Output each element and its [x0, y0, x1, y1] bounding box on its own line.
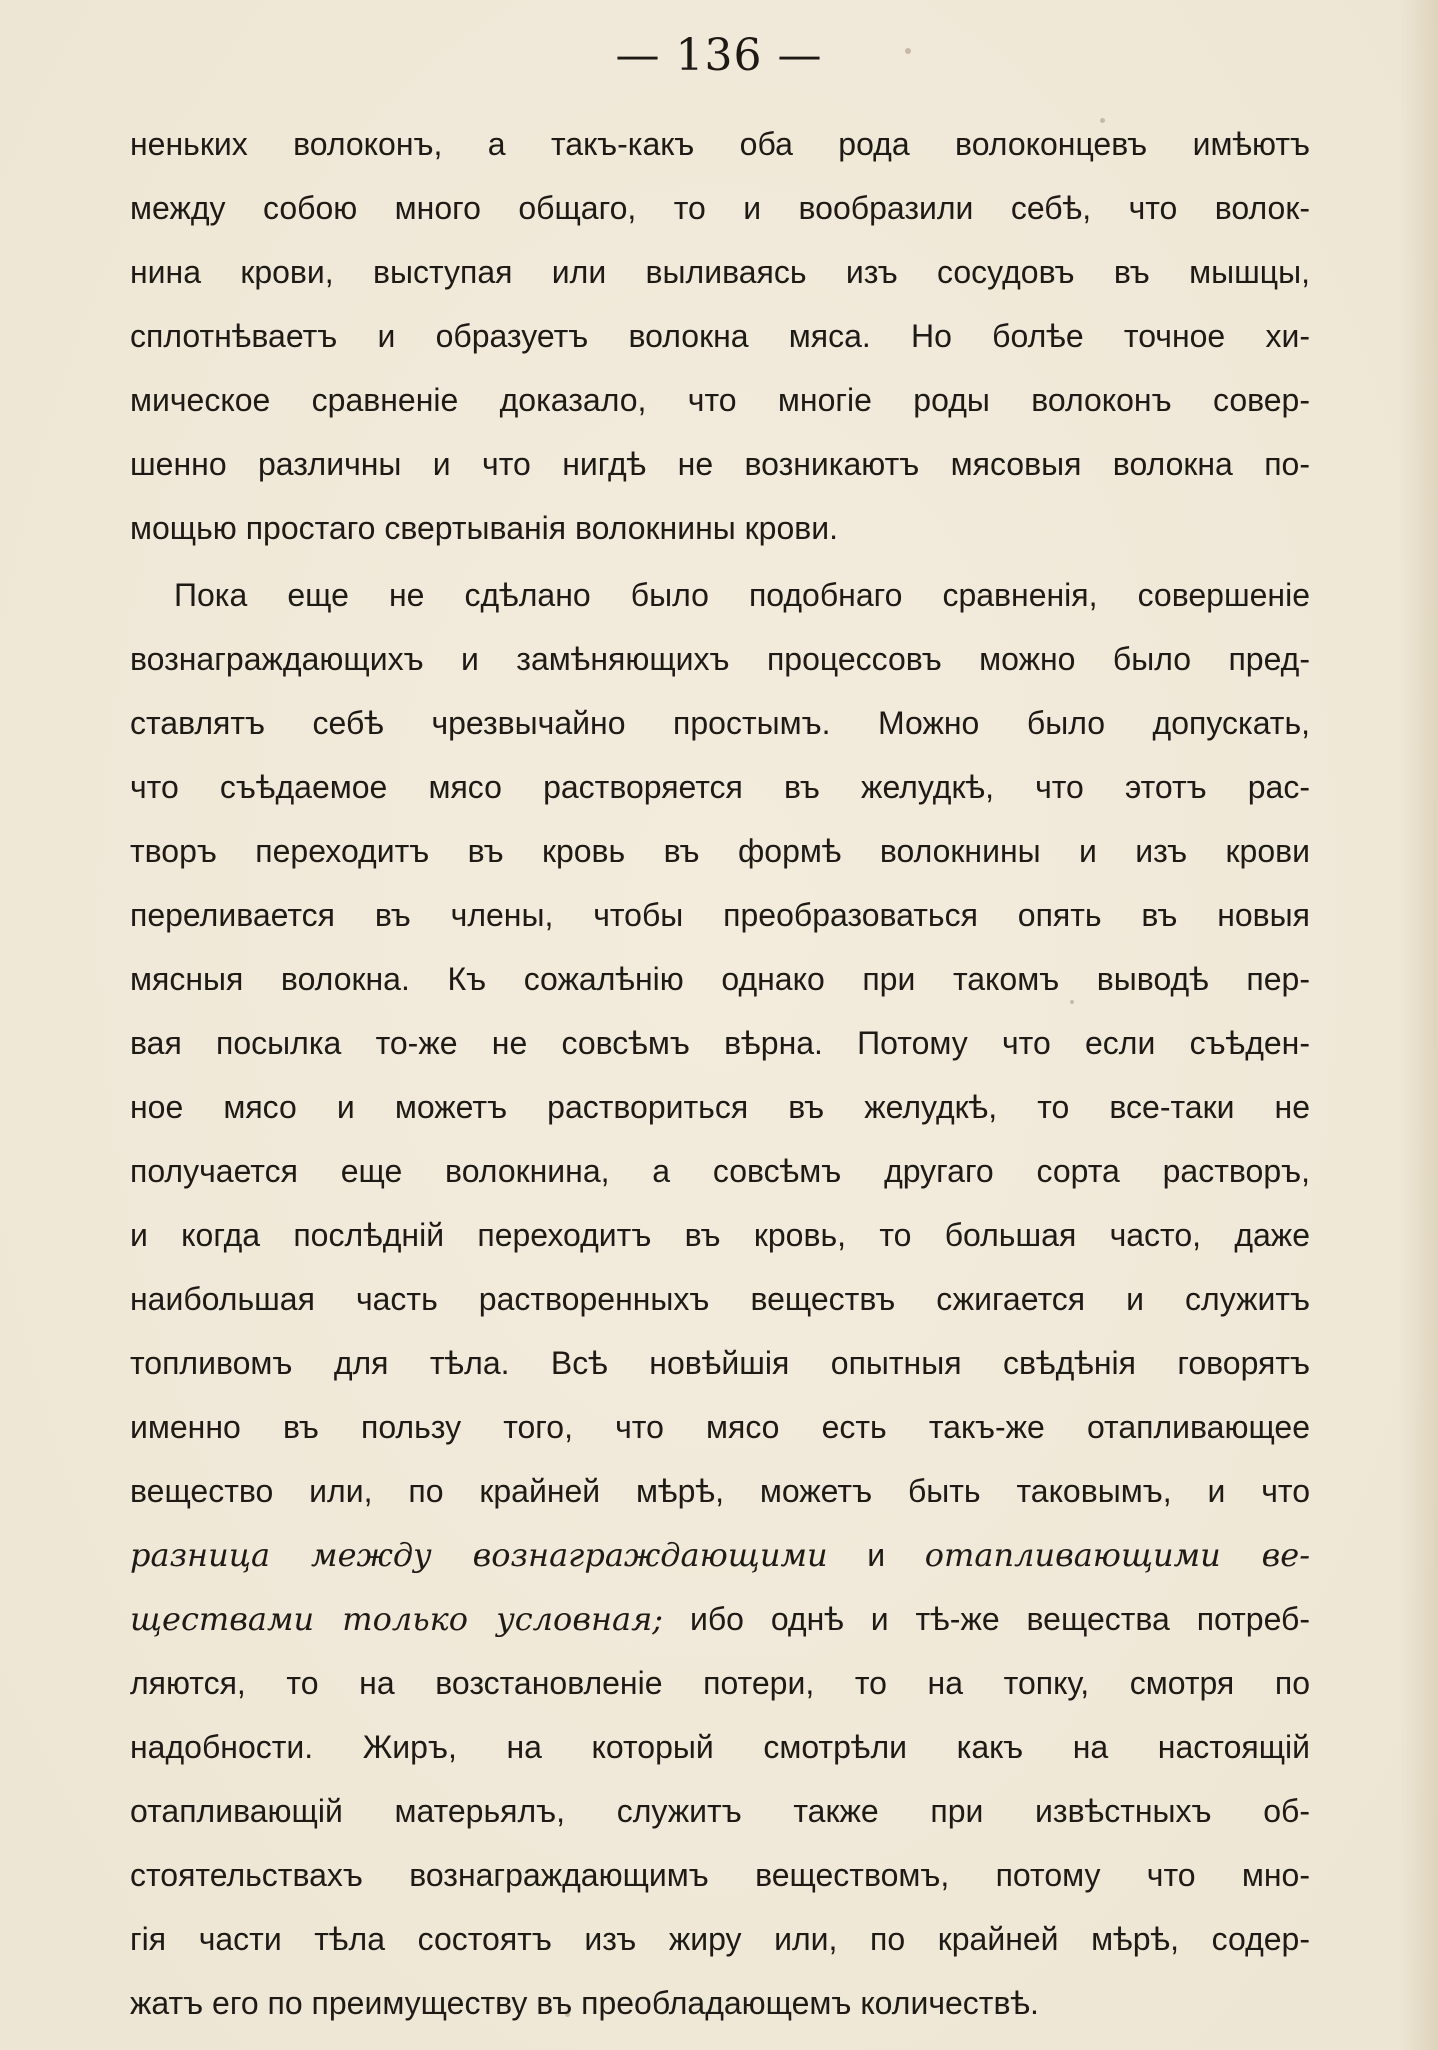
text-line: стоятельствахъ вознаграждающимъ веществомъ, потому что мно- [130, 1857, 1310, 1893]
text-line: мощью простаго свертыванія волокнины крови. [130, 510, 839, 546]
text-line: сплотнѣваетъ и образуетъ волокна мяса. Но болѣе точное хи- [130, 318, 1310, 354]
text-line: неньких волоконъ, а такъ-какъ оба рода волоконцевъ имѣютъ [130, 126, 1310, 162]
text-line: получается еще волокнина, а совсѣмъ другаго сорта растворъ, [130, 1153, 1310, 1189]
page-number: — 136 — [615, 30, 823, 81]
text-line: ное мясо и можетъ раствориться въ желудкѣ, то все-таки не [130, 1089, 1310, 1125]
italic-emphasis: отапливающими ве- [924, 1536, 1310, 1574]
text-line: вая посылка то-же не совсѣмъ вѣрна. Потому что если съѣден- [130, 1025, 1310, 1061]
italic-emphasis: разница между вознаграждающими [130, 1536, 828, 1574]
text-line: вознаграждающихъ и замѣняющихъ процессовъ можно было пред- [130, 641, 1310, 677]
text-line: что съѣдаемое мясо растворяется въ желудкѣ, что этотъ рас- [130, 769, 1310, 805]
text-line: гія части тѣла состоятъ изъ жиру или, по крайней мѣрѣ, содер- [130, 1921, 1310, 1957]
italic-emphasis: ществами только условная; [130, 1600, 664, 1638]
text-line: и когда послѣдній переходитъ въ кровь, то большая часто, даже [130, 1217, 1310, 1253]
conjunction: и [867, 1537, 886, 1573]
text-line: между собою много общаго, то и вообразили себѣ, что волок- [130, 190, 1310, 226]
text-line: именно въ пользу того, что мясо есть такъ-же отапливающее [130, 1409, 1310, 1445]
text-line: вещество или, по крайней мѣрѣ, можетъ быть таковымъ, и что [130, 1473, 1310, 1509]
text-line-italic [130, 1587, 1310, 1651]
text-line: отапливающій матерьялъ, служитъ также при извѣстныхъ об- [130, 1793, 1310, 1829]
text-line: жатъ его по преимуществу въ преобладающемъ количествѣ. [130, 1985, 1039, 2021]
paragraph-1 [130, 112, 1310, 560]
text-line: надобности. Жиръ, на который смотрѣли какъ на настоящій [130, 1729, 1310, 1765]
text-line: мическое сравненіе доказало, что многіе роды волоконъ совер- [130, 382, 1310, 418]
text-line: нина крови, выступая или выливаясь изъ сосудовъ въ мышцы, [130, 254, 1310, 290]
page-edge-shadow [1398, 0, 1438, 2050]
text-line: мясныя волокна. Къ сожалѣнію однако при такомъ выводѣ пер- [130, 961, 1310, 997]
text-line: творъ переходитъ въ кровь въ формѣ волокнины и изъ крови [130, 833, 1310, 869]
text-line: переливается въ члены, чтобы преобразоваться опять въ новыя [130, 897, 1310, 933]
text-line: шенно различны и что нигдѣ не возникаютъ мясовыя волокна по- [130, 446, 1310, 482]
text-line: Пока еще не сдѣлано было подобнаго сравненія, совершеніе [174, 577, 1310, 613]
text-line-italic [130, 1523, 1310, 1587]
text-line: ляются, то на возстановленіе потери, то на топку, смотря по [130, 1665, 1310, 1701]
body-text [130, 112, 1310, 2035]
text-line: топливомъ для тѣла. Всѣ новѣйшія опытныя свѣдѣнія говорятъ [130, 1345, 1310, 1381]
paragraph-2 [130, 563, 1310, 2035]
text-line: ставлятъ себѣ чрезвычайно простымъ. Можно было допускать, [130, 705, 1310, 741]
text-line: наибольшая часть растворенныхъ веществъ сжигается и служитъ [130, 1281, 1310, 1317]
text-fragment: ибо однѣ и тѣ-же вещества потреб- [689, 1601, 1310, 1637]
